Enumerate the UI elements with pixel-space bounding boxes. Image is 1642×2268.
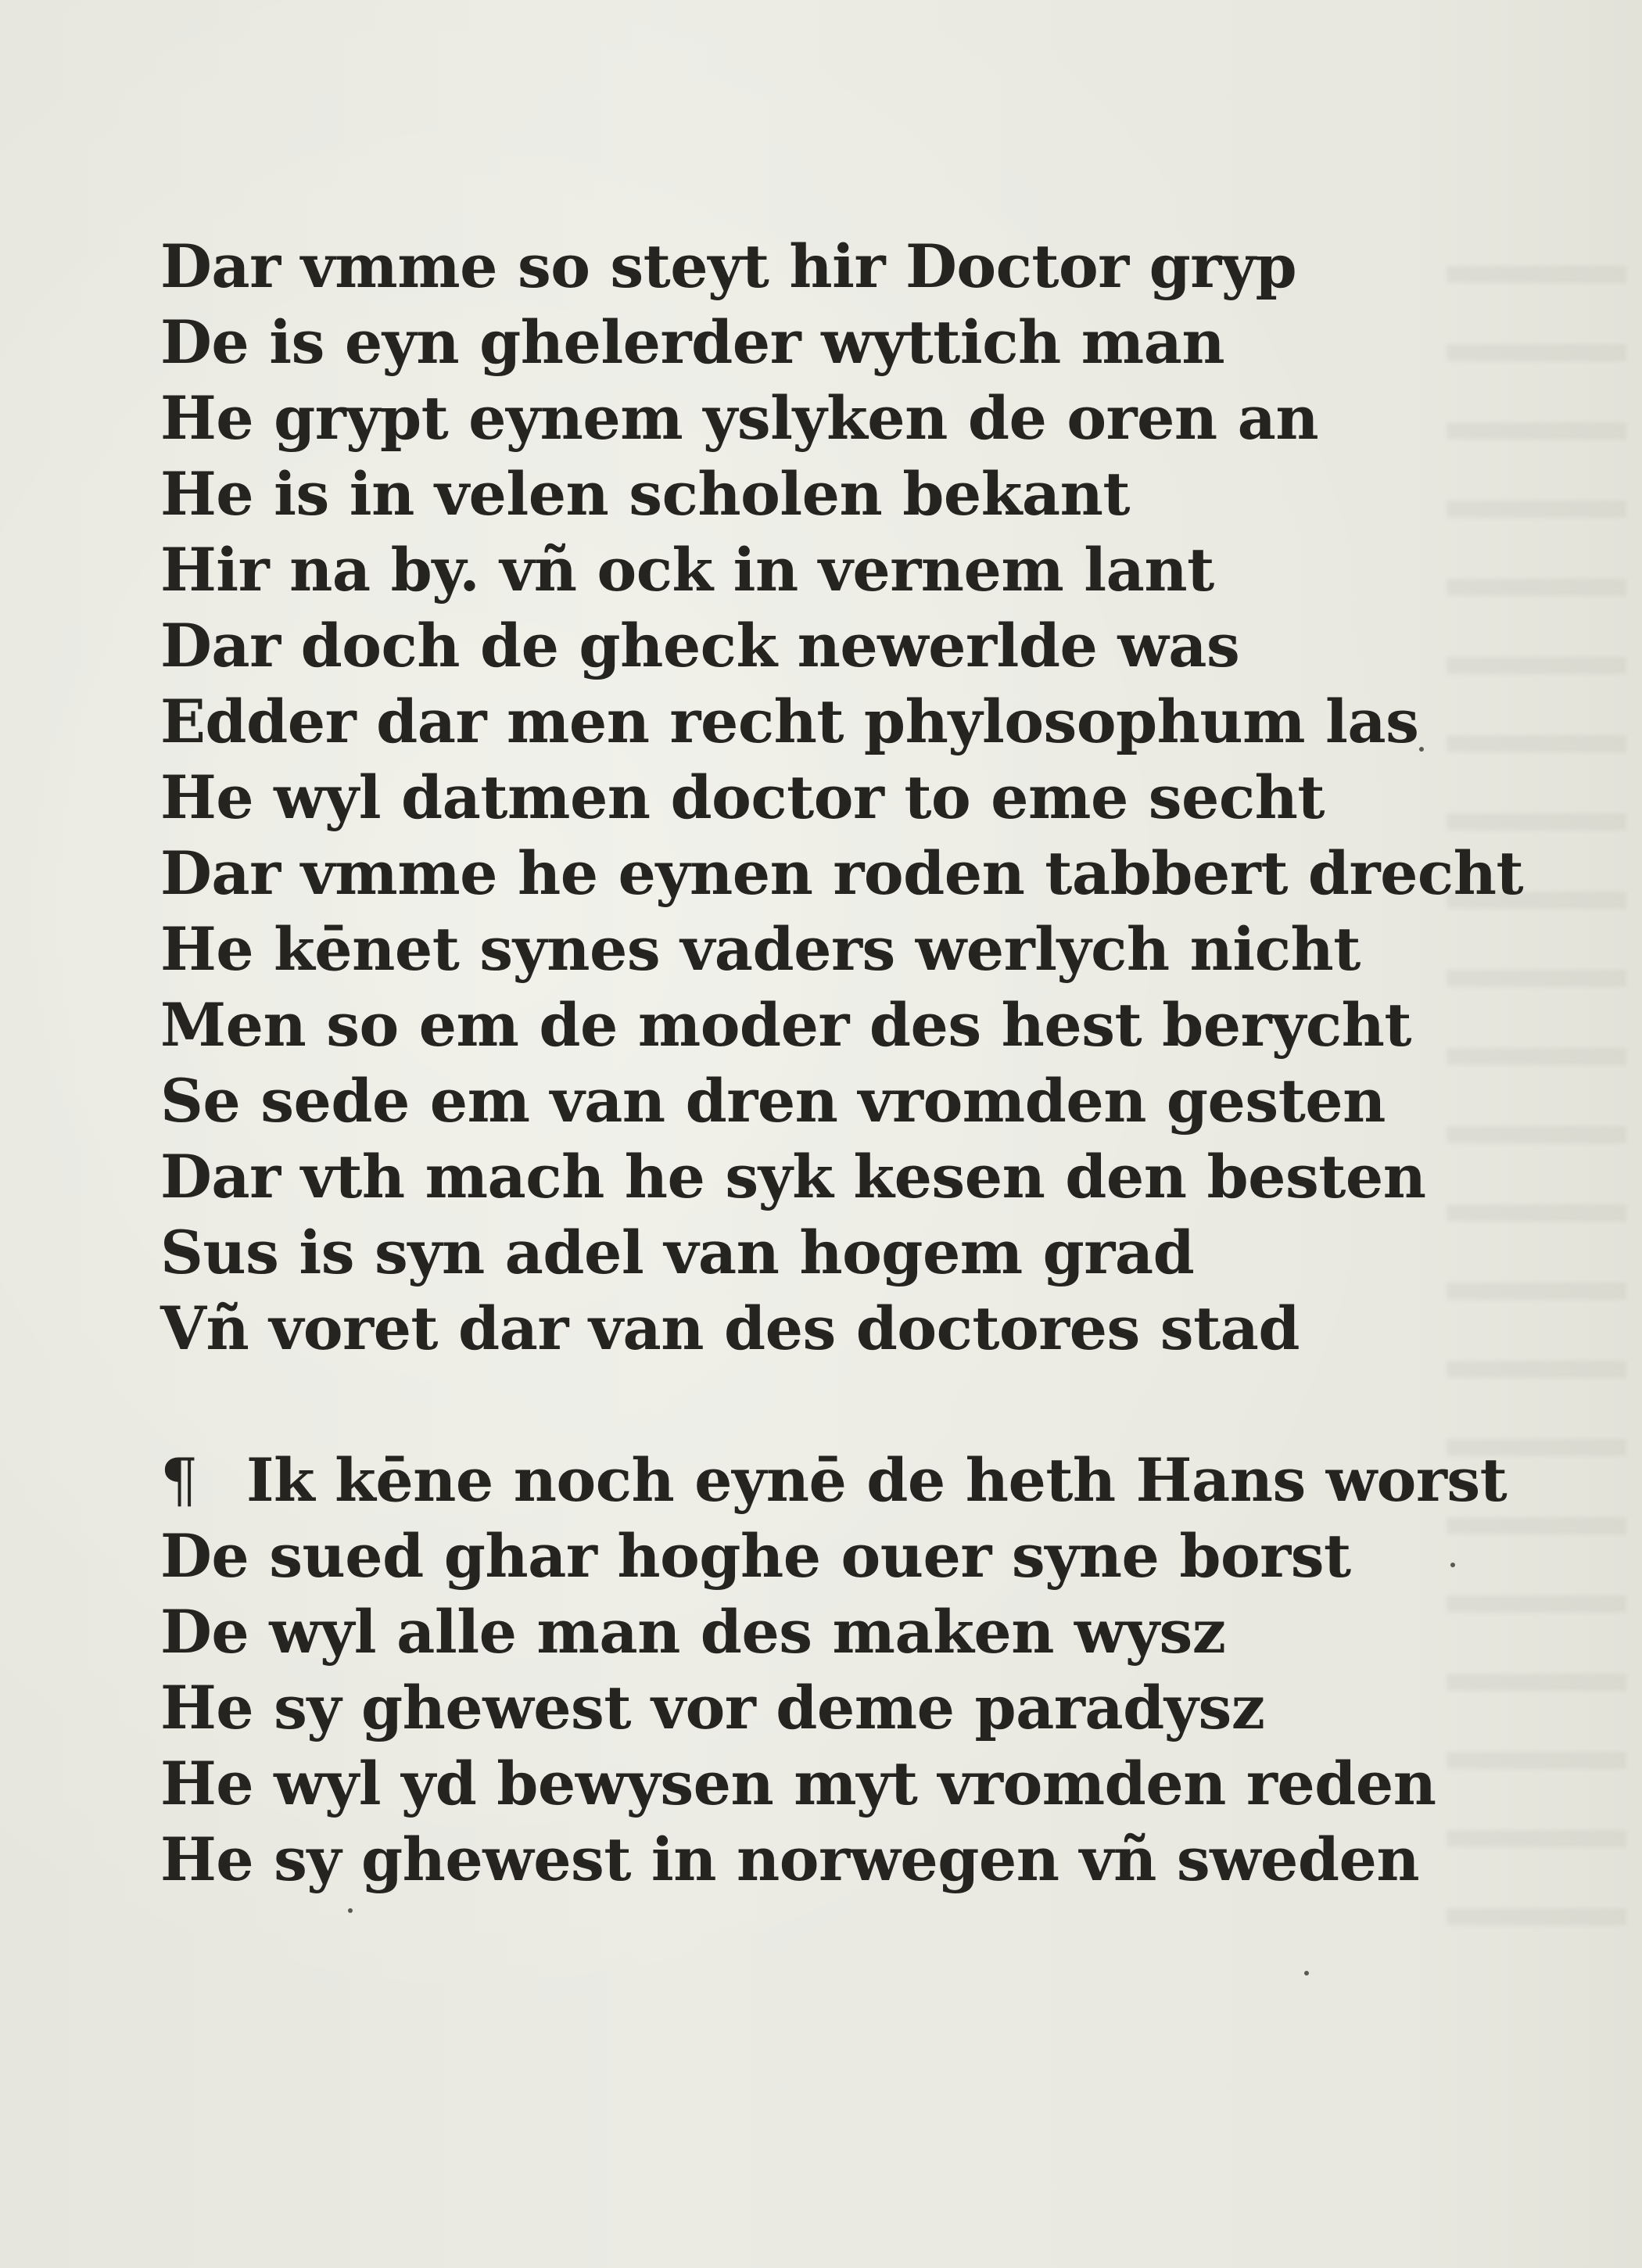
- verse-line: He is in velen scholen bekant: [160, 459, 1130, 529]
- paper-speck: [348, 1908, 353, 1913]
- verse-line: Dar doch de gheck newerlde was: [160, 611, 1240, 680]
- verse-line: He sy ghewest vor deme paradysz: [160, 1673, 1265, 1742]
- verse-line: He wyl datmen doctor to eme secht: [160, 763, 1325, 832]
- verse-line: Sus is syn adel van hogem grad: [160, 1218, 1195, 1287]
- verse-line: Dar vth mach he syk kesen den besten: [160, 1142, 1426, 1211]
- stanza-1: [160, 228, 1524, 1366]
- paper-speck: [1450, 1563, 1455, 1567]
- verse-line: Vñ voret dar van des doctores stad: [160, 1294, 1300, 1363]
- verse-line-with-marker: [160, 1442, 1508, 1518]
- verse-line: Hir na by. vñ ock in vernem lant: [160, 535, 1214, 605]
- verse-line: Edder dar men recht phylosophum las: [160, 687, 1419, 756]
- verse-line: He kēnet synes vaders werlych nicht: [160, 914, 1361, 984]
- pilcrow-marker: ¶: [160, 1445, 198, 1515]
- verse-line: De wyl alle man des maken wysz: [160, 1597, 1226, 1667]
- poem-text: [160, 228, 1524, 1897]
- verse-line: Se sede em van dren vromden gesten: [160, 1066, 1386, 1136]
- verse-line: Dar vmme he eynen roden tabbert drecht: [160, 838, 1524, 908]
- paper-speck: [1419, 747, 1424, 752]
- verse-line: He wyl yd bewysen myt vromden reden: [160, 1749, 1436, 1818]
- verse-line-text: Ik kēne noch eynē de heth Hans worst: [246, 1445, 1508, 1515]
- verse-line: Men so em de moder des hest berycht: [160, 990, 1411, 1060]
- verse-line: He sy ghewest in norwegen vñ sweden: [160, 1825, 1420, 1894]
- verse-line: He grypt eynem yslyken de oren an: [160, 383, 1319, 453]
- verse-line: De sued ghar hoghe ouer syne borst: [160, 1521, 1351, 1591]
- verse-line: Dar vmme so steyt hir Doctor gryp: [160, 231, 1297, 301]
- paper-speck: [1304, 1971, 1309, 1976]
- stanza-2: [160, 1442, 1508, 1897]
- verse-line: De is eyn ghelerder wyttich man: [160, 307, 1225, 377]
